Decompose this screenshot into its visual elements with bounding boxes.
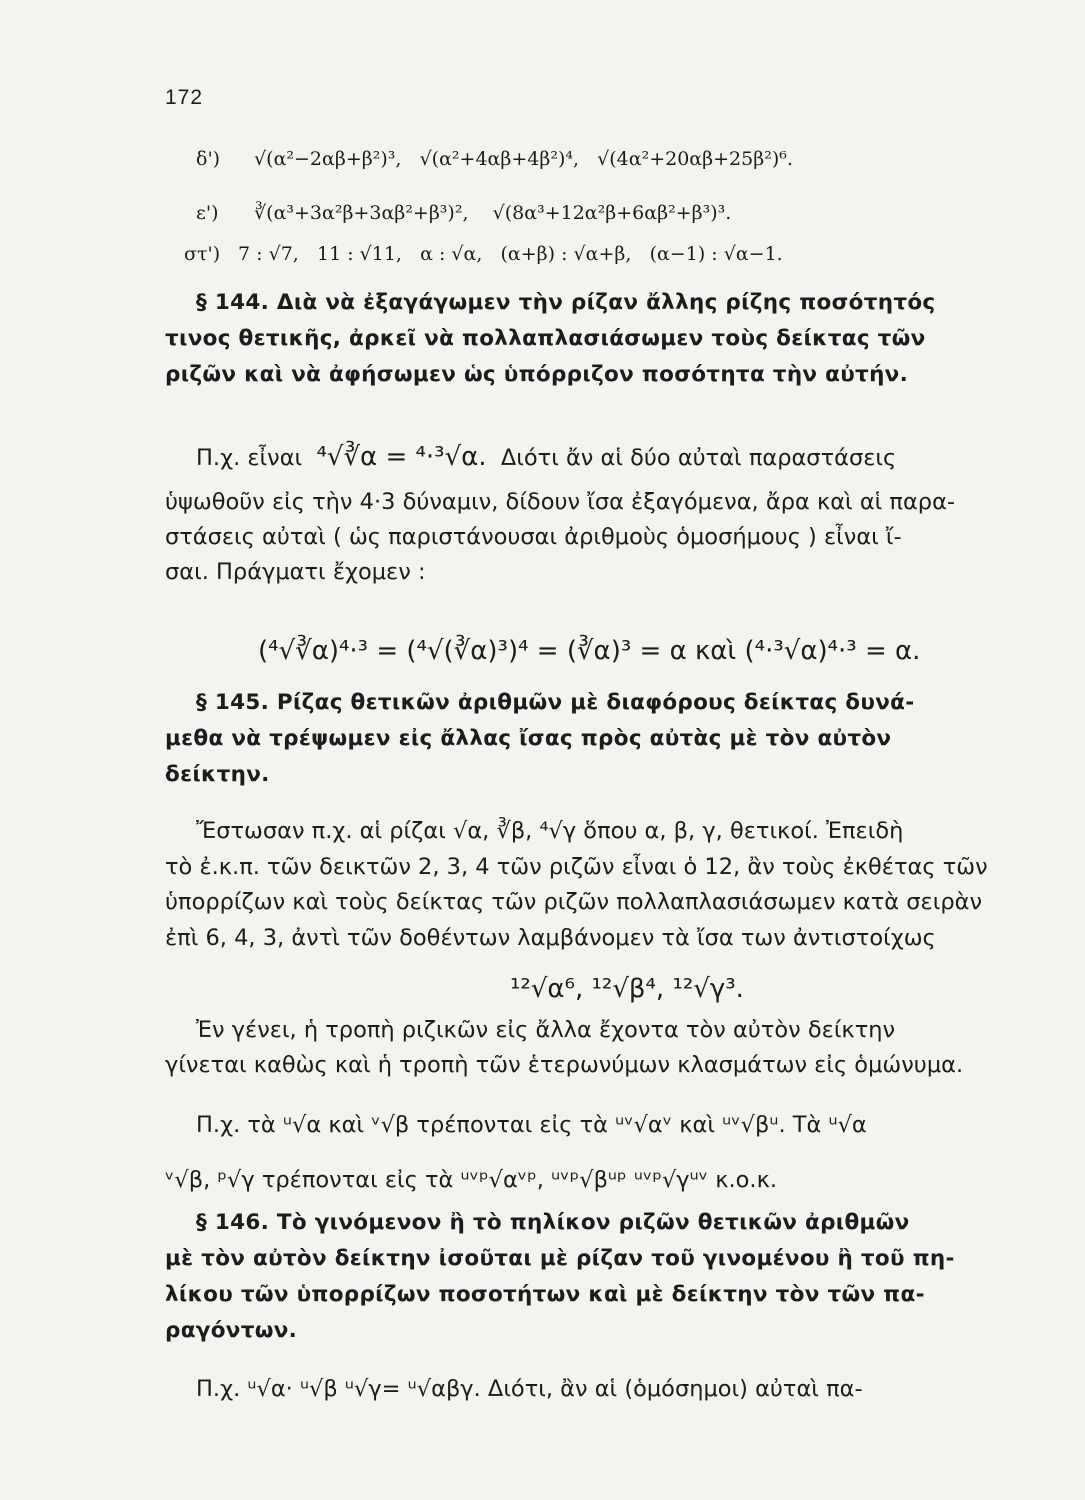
exercise-item: α : √α, [420, 243, 483, 265]
section-144-example: Π.χ. εἶναι ⁴√∛α = ⁴·³√α. Διότι ἄν αἱ δύο αὐταὶ παραστάσεις [196, 442, 897, 472]
body-line: Π.χ. ᵘ√α· ᵘ√β ᵘ√γ= ᵘ√αβγ. Διότι, ἂν αἱ (ὁμόσημοι) αὐταὶ πα- [196, 1376, 863, 1402]
nested-root-formula: ⁴√∛α = ⁴·³√α. [316, 442, 487, 472]
section-146-line: λίκου τῶν ὑπορρίζων ποσοτήτων καὶ μὲ δείκτην τὸν τῶν πα- [165, 1282, 925, 1307]
body-line: στάσεις αὐταὶ ( ὡς παριστάνουσαι ἀριθμοὺς ὁμοσήμους ) εἶναι ἴ- [165, 524, 902, 550]
section-144-line: § 144. Διὰ νὰ ἐξαγάγωμεν τὴν ρίζαν ἄλλης ρίζης ποσότητός [196, 290, 936, 315]
section-146-line: § 146. Τὸ γινόμενον ἢ τὸ πηλίκον ριζῶν θετικῶν ἀριθμῶν [196, 1210, 910, 1235]
section-144-line: τινος θετικῆς, ἀρκεῖ νὰ πολλαπλασιάσωμεν τοὺς δείκτας τῶν [165, 326, 926, 351]
exercise-item: (α+β) : √α+β, [500, 243, 632, 265]
exercise-item: 11 : √11, [316, 243, 402, 265]
body-line: Ἐν γένει, ἡ τροπὴ ριζικῶν εἰς ἄλλα ἔχοντα τὸν αὐτὸν δείκτην [196, 1017, 896, 1043]
section-145-number: § 145. [196, 690, 270, 715]
exercise-item: √(4α²+20αβ+25β²)⁶. [597, 148, 793, 170]
body-line: ᵛ√β, ᵖ√γ τρέπονται εἰς τὰ ᵘᵛᵖ√αᵛᵖ, ᵘᵛᵖ√βᵘᵖ ᵘᵛᵖ√γᵘᵛ κ.ο.κ. [165, 1167, 777, 1193]
body-line: τὸ ἐ.κ.π. τῶν δεικτῶν 2, 3, 4 τῶν ριζῶν εἶναι ὁ 12, ἂν τοὺς ἐκθέτας τῶν [165, 854, 988, 880]
section-146-line: μὲ τὸν αὐτὸν δείκτην ἰσοῦται μὲ ρίζαν τοῦ γινομένου ἢ τοῦ πη- [165, 1246, 955, 1271]
exercise-d [196, 148, 793, 170]
exercise-st [184, 243, 783, 265]
exercise-item: ∛(α³+3α²β+3αβ²+β³)², [254, 202, 469, 224]
section-145-line: δείκτην. [165, 762, 270, 787]
display-formula-144: (⁴√∛α)⁴·³ = (⁴√(∛α)³)⁴ = (∛α)³ = α καὶ (⁴·³√α)⁴·³ = α. [258, 636, 921, 666]
exercise-item: (α−1) : √α−1. [649, 243, 783, 265]
display-formula-145: ¹²√α⁶, ¹²√β⁴, ¹²√γ³. [510, 974, 744, 1004]
section-145-line: μεθα νὰ τρέψωμεν εἰς ἄλλας ἴσας πρὸς αὐτὰς μὲ τὸν αὐτὸν [165, 726, 892, 751]
page-number: 172 [165, 86, 204, 109]
section-144-line: ριζῶν καὶ νὰ ἀφήσωμεν ὡς ὑπόρριζον ποσότητα τὴν αὐτήν. [165, 362, 909, 387]
exercise-item: √(α²+4αβ+4β²)⁴, [419, 148, 580, 170]
body-line: σαι. Πράγματι ἔχομεν : [165, 559, 426, 585]
exercise-item: √(8α³+12α²β+6αβ²+β³)³. [492, 202, 732, 224]
exercise-label: δ') [196, 148, 221, 170]
body-line: Ἔστωσαν π.χ. αἱ ρίζαι √α, ∛β, ⁴√γ ὅπου α, β, γ, θετικοί. Ἐπειδὴ [196, 818, 904, 844]
body-line: ἐπὶ 6, 4, 3, ἀντὶ τῶν δοθέντων λαμβάνομεν τὰ ἴσα των ἀντιστοίχως [165, 925, 936, 951]
section-146-number: § 146. [196, 1210, 270, 1235]
exercise-item: √(α²−2αβ+β²)³, [254, 148, 402, 170]
body-line: Π.χ. τὰ ᵘ√α καὶ ᵛ√β τρέπονται εἰς τὰ ᵘᵛ√αᵛ καὶ ᵘᵛ√βᵘ. Τὰ ᵘ√α [196, 1112, 867, 1138]
section-144-number: § 144. [196, 290, 270, 315]
exercise-label: ε') [196, 202, 219, 224]
body-line: ὑψωθοῦν εἰς τὴν 4·3 δύναμιν, δίδουν ἴσα ἐξαγόμενα, ἄρα καὶ αἱ παρα- [165, 489, 956, 515]
body-line: ὑπορρίζων καὶ τοὺς δείκτας τῶν ριζῶν πολλαπλασιάσωμεν κατὰ σειρὰν [165, 889, 983, 915]
section-146-line: ραγόντων. [165, 1318, 298, 1343]
exercise-item: 7 : √7, [238, 243, 299, 265]
section-145-line: § 145. Ρίζας θετικῶν ἀριθμῶν μὲ διαφόρους δείκτας δυνά- [196, 690, 915, 715]
body-line: γίνεται καθὼς καὶ ἡ τροπὴ τῶν ἑτερωνύμων κλασμάτων εἰς ὁμώνυμα. [165, 1052, 964, 1078]
exercise-e [196, 202, 731, 224]
exercise-label: στ') [184, 243, 221, 265]
